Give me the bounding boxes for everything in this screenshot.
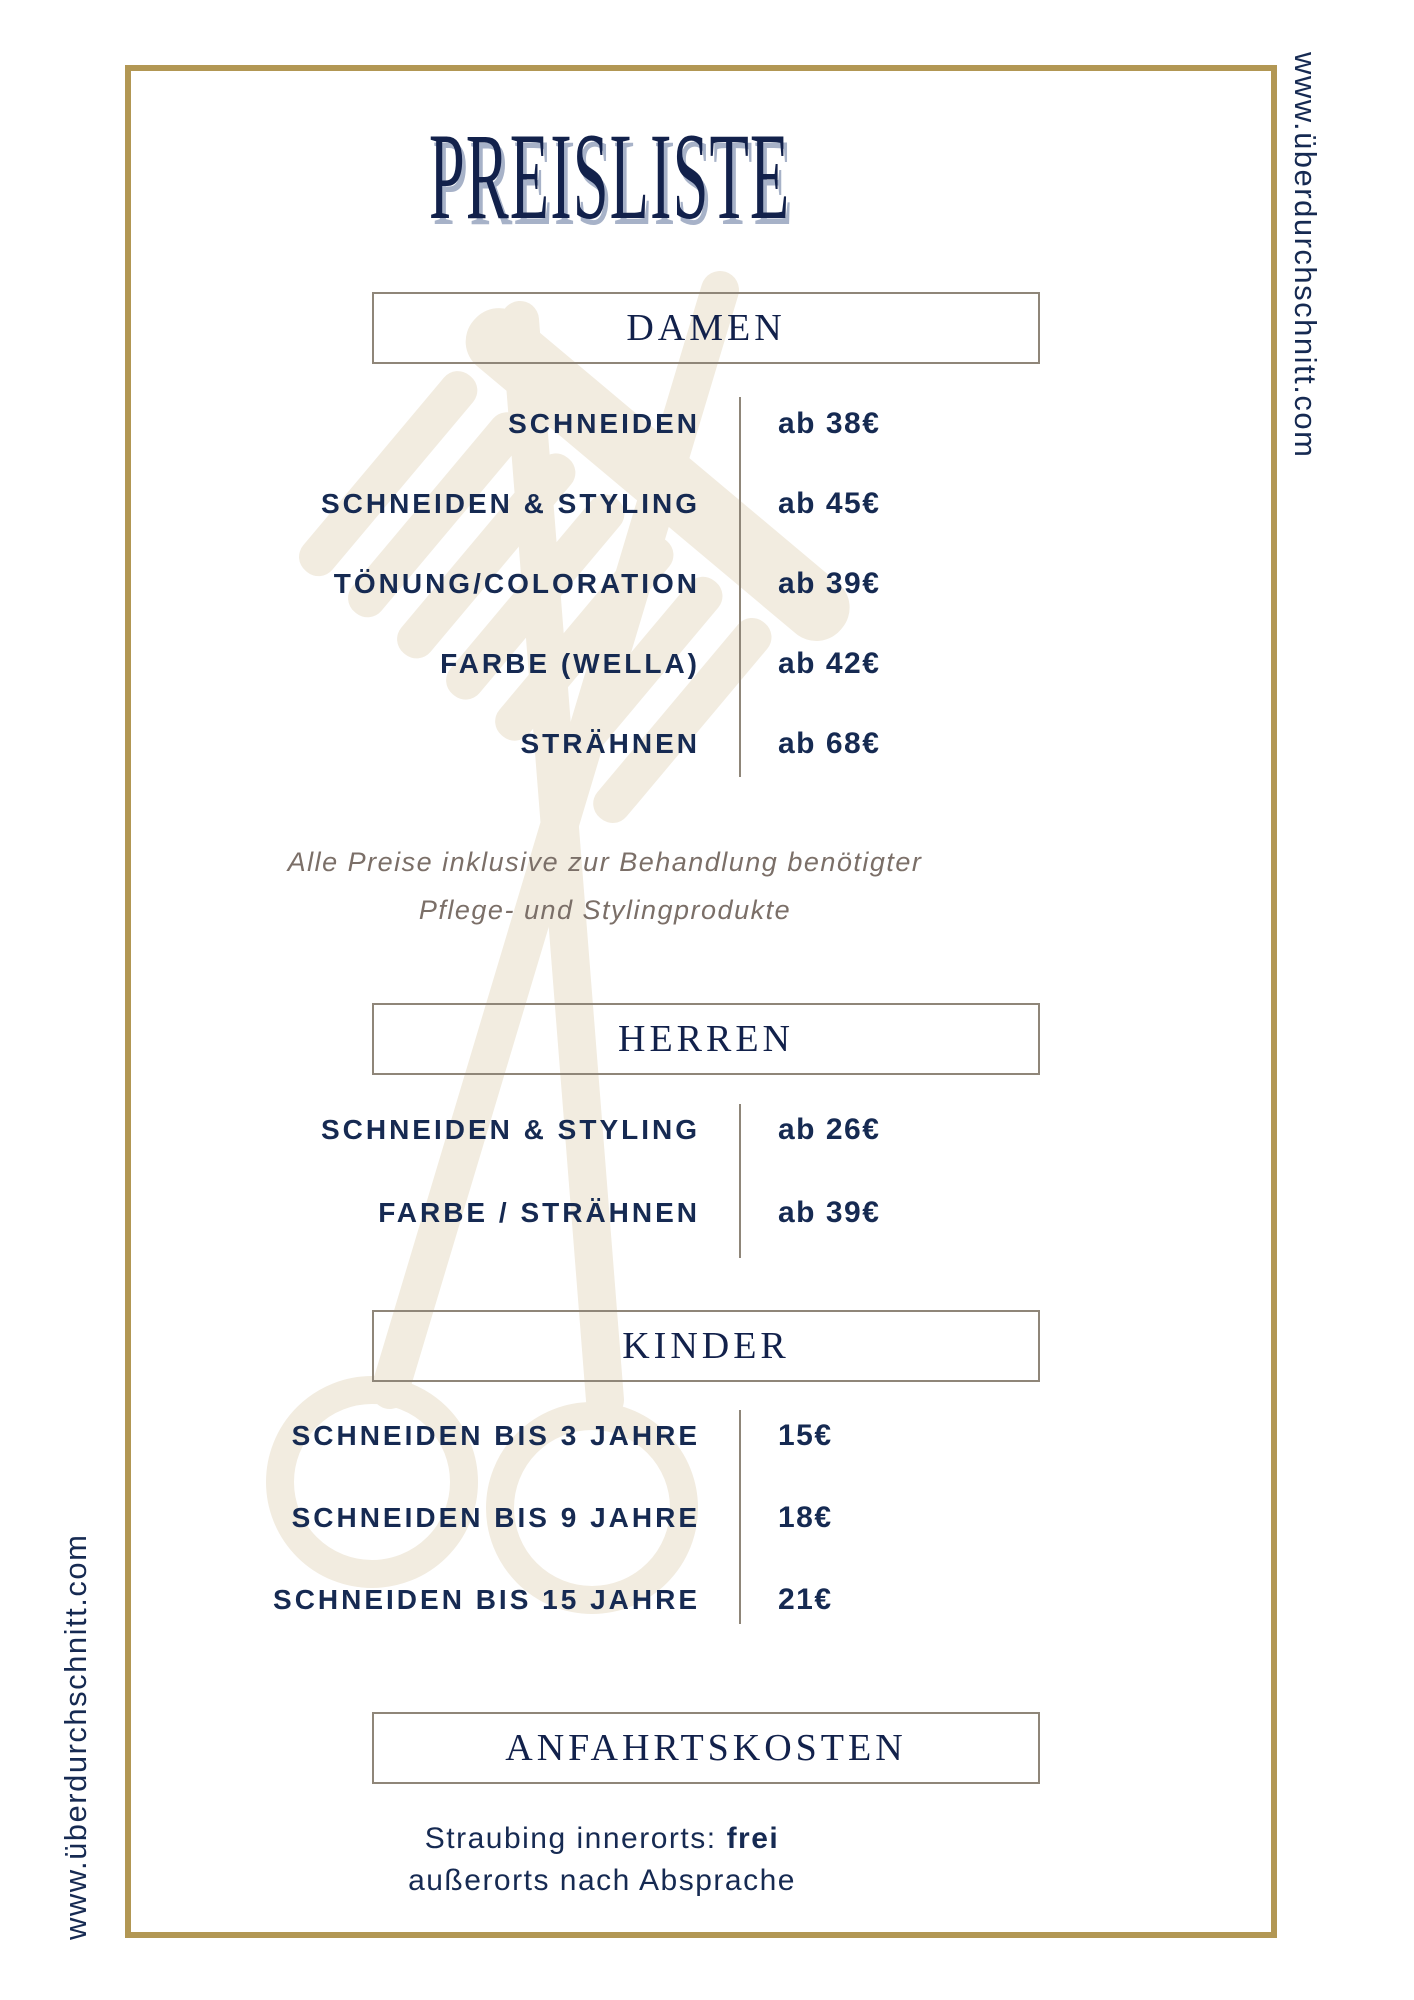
damen-row (0, 726, 1414, 762)
kinder-row (0, 1418, 1414, 1454)
travel-cost-line1-text: Straubing innerorts: (424, 1822, 717, 1855)
travel-cost-free: frei (726, 1822, 780, 1855)
damen-item-label: TÖNUNG/COLORATION (333, 568, 700, 599)
travel-cost-line2: außerorts nach Absprache (408, 1864, 796, 1897)
damen-item-price: ab 42€ (778, 647, 881, 680)
damen-item-label: SCHNEIDEN & STYLING (320, 488, 700, 519)
damen-row (0, 486, 1414, 522)
kinder-item-price: 15€ (778, 1419, 833, 1452)
herren-item-label: SCHNEIDEN & STYLING (320, 1114, 700, 1145)
kinder-item-price: 21€ (778, 1583, 833, 1616)
damen-item-price: ab 68€ (778, 727, 881, 760)
damen-row (0, 646, 1414, 682)
damen-row (0, 566, 1414, 602)
section-kinder-box (372, 1310, 1040, 1382)
herren-row (0, 1112, 1414, 1148)
herren-item-price: ab 39€ (778, 1196, 881, 1229)
website-url-left: www.überdurchschnitt.com (58, 1533, 93, 1940)
anfahrtskosten-heading: ANFAHRTSKOSTEN (505, 1727, 907, 1769)
section-herren-box (372, 1003, 1040, 1075)
herren-heading: HERREN (618, 1018, 794, 1060)
damen-heading: DAMEN (626, 307, 786, 349)
herren-item-price: ab 26€ (778, 1113, 881, 1146)
damen-row (0, 406, 1414, 442)
page-title-text: PREISLISTE (429, 108, 791, 245)
damen-item-price: ab 45€ (778, 487, 881, 520)
travel-cost-line1 (0, 1820, 1204, 1858)
herren-item-label: FARBE / STRÄHNEN (378, 1197, 700, 1228)
section-damen-box (372, 292, 1040, 364)
kinder-item-label: SCHNEIDEN BIS 3 JAHRE (291, 1420, 700, 1451)
damen-item-label: FARBE (WELLA) (440, 648, 700, 679)
damen-item-price: ab 39€ (778, 567, 881, 600)
damen-item-label: STRÄHNEN (520, 728, 700, 759)
section-anfahrtskosten-box (372, 1712, 1040, 1784)
price-note-line2: Pflege- und Stylingprodukte (418, 895, 792, 925)
kinder-item-label: SCHNEIDEN BIS 9 JAHRE (291, 1502, 700, 1533)
page-title (0, 108, 1220, 245)
price-note-line1: Alle Preise inklusive zur Behandlung benötigter (287, 847, 923, 877)
damen-item-price: ab 38€ (778, 407, 881, 440)
kinder-row (0, 1500, 1414, 1536)
herren-row (0, 1195, 1414, 1231)
kinder-item-label: SCHNEIDEN BIS 15 JAHRE (273, 1584, 700, 1615)
kinder-heading: KINDER (622, 1325, 790, 1367)
website-url-right: www.überdurchschnitt.com (1288, 52, 1323, 459)
damen-item-label: SCHNEIDEN (508, 408, 700, 439)
kinder-item-price: 18€ (778, 1501, 833, 1534)
kinder-row (0, 1582, 1414, 1618)
